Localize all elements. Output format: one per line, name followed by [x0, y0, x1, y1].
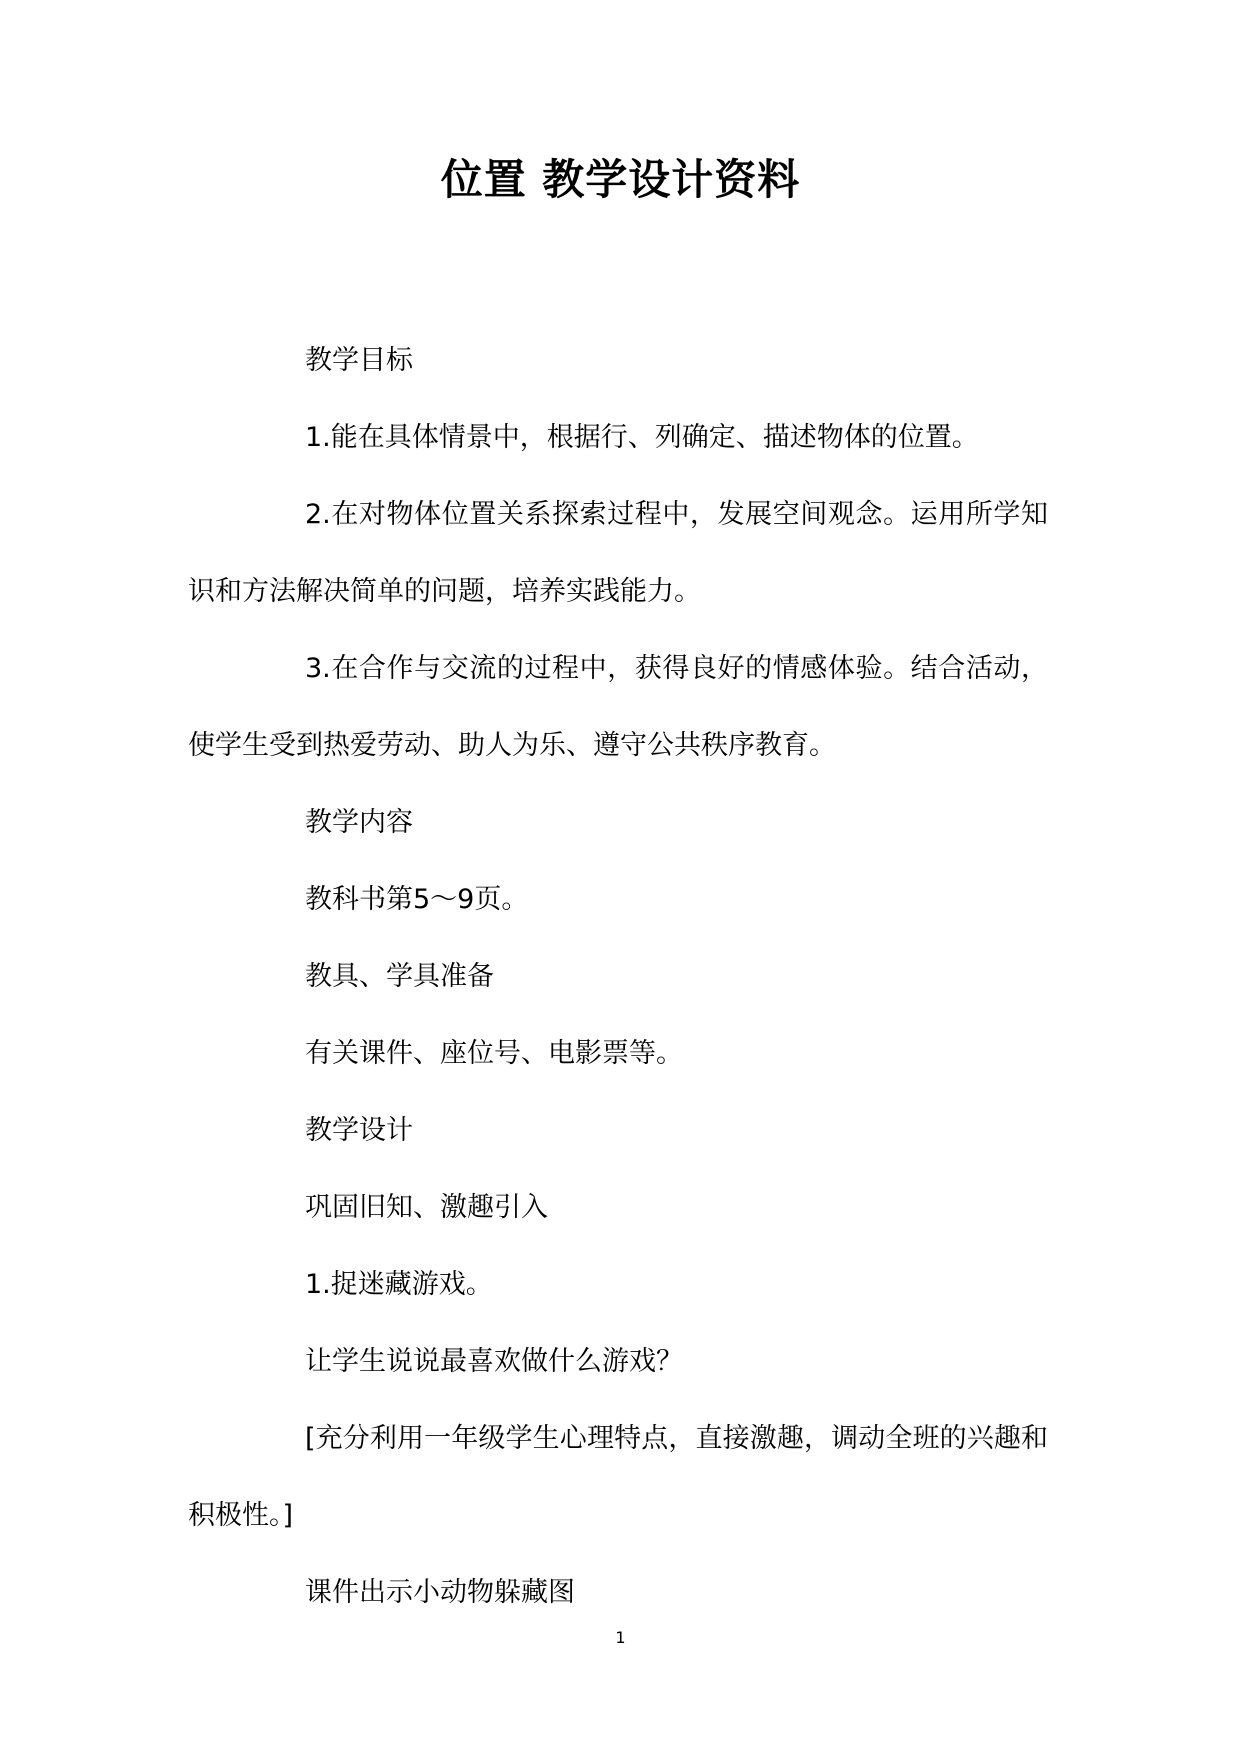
paragraph-heading-materials: 教具、学具准备: [305, 961, 494, 992]
document-title: 位置 教学设计资料: [440, 155, 801, 204]
page-number: 1: [615, 1628, 626, 1647]
paragraph-hide-and-seek: 1.捉迷藏游戏。: [305, 1269, 493, 1300]
paragraph-goal-3: 3.在合作与交流的过程中，获得良好的情感体验。结合活动，使学生受到热爱劳动、助人为乐、遵守公共秩序教育。: [188, 653, 1048, 761]
paragraph-goal-2: 2.在对物体位置关系探索过程中，发展空间观念。运用所学知识和方法解决简单的问题，培养实践能力。: [188, 499, 1048, 607]
document-body: [188, 322, 1048, 1631]
paragraph-heading-teaching-design: 教学设计: [305, 1115, 413, 1146]
paragraph-review-intro: 巩固旧知、激趣引入: [305, 1192, 548, 1223]
paragraph-teaching-note: [充分利用一年级学生心理特点，直接激趣，调动全班的兴趣和积极性。]: [188, 1423, 1048, 1531]
paragraph-favorite-game: 让学生说说最喜欢做什么游戏？: [305, 1346, 683, 1377]
paragraph-courseware-animals: 课件出示小动物躲藏图: [305, 1577, 575, 1608]
paragraph-textbook-pages: 教科书第5～9页。: [305, 884, 529, 915]
paragraph-materials-list: 有关课件、座位号、电影票等。: [305, 1038, 683, 1069]
paragraph-goal-1: 1.能在具体情景中，根据行、列确定、描述物体的位置。: [305, 422, 979, 453]
paragraph-heading-teaching-goals: 教学目标: [305, 345, 413, 376]
paragraph-heading-teaching-content: 教学内容: [305, 807, 413, 838]
